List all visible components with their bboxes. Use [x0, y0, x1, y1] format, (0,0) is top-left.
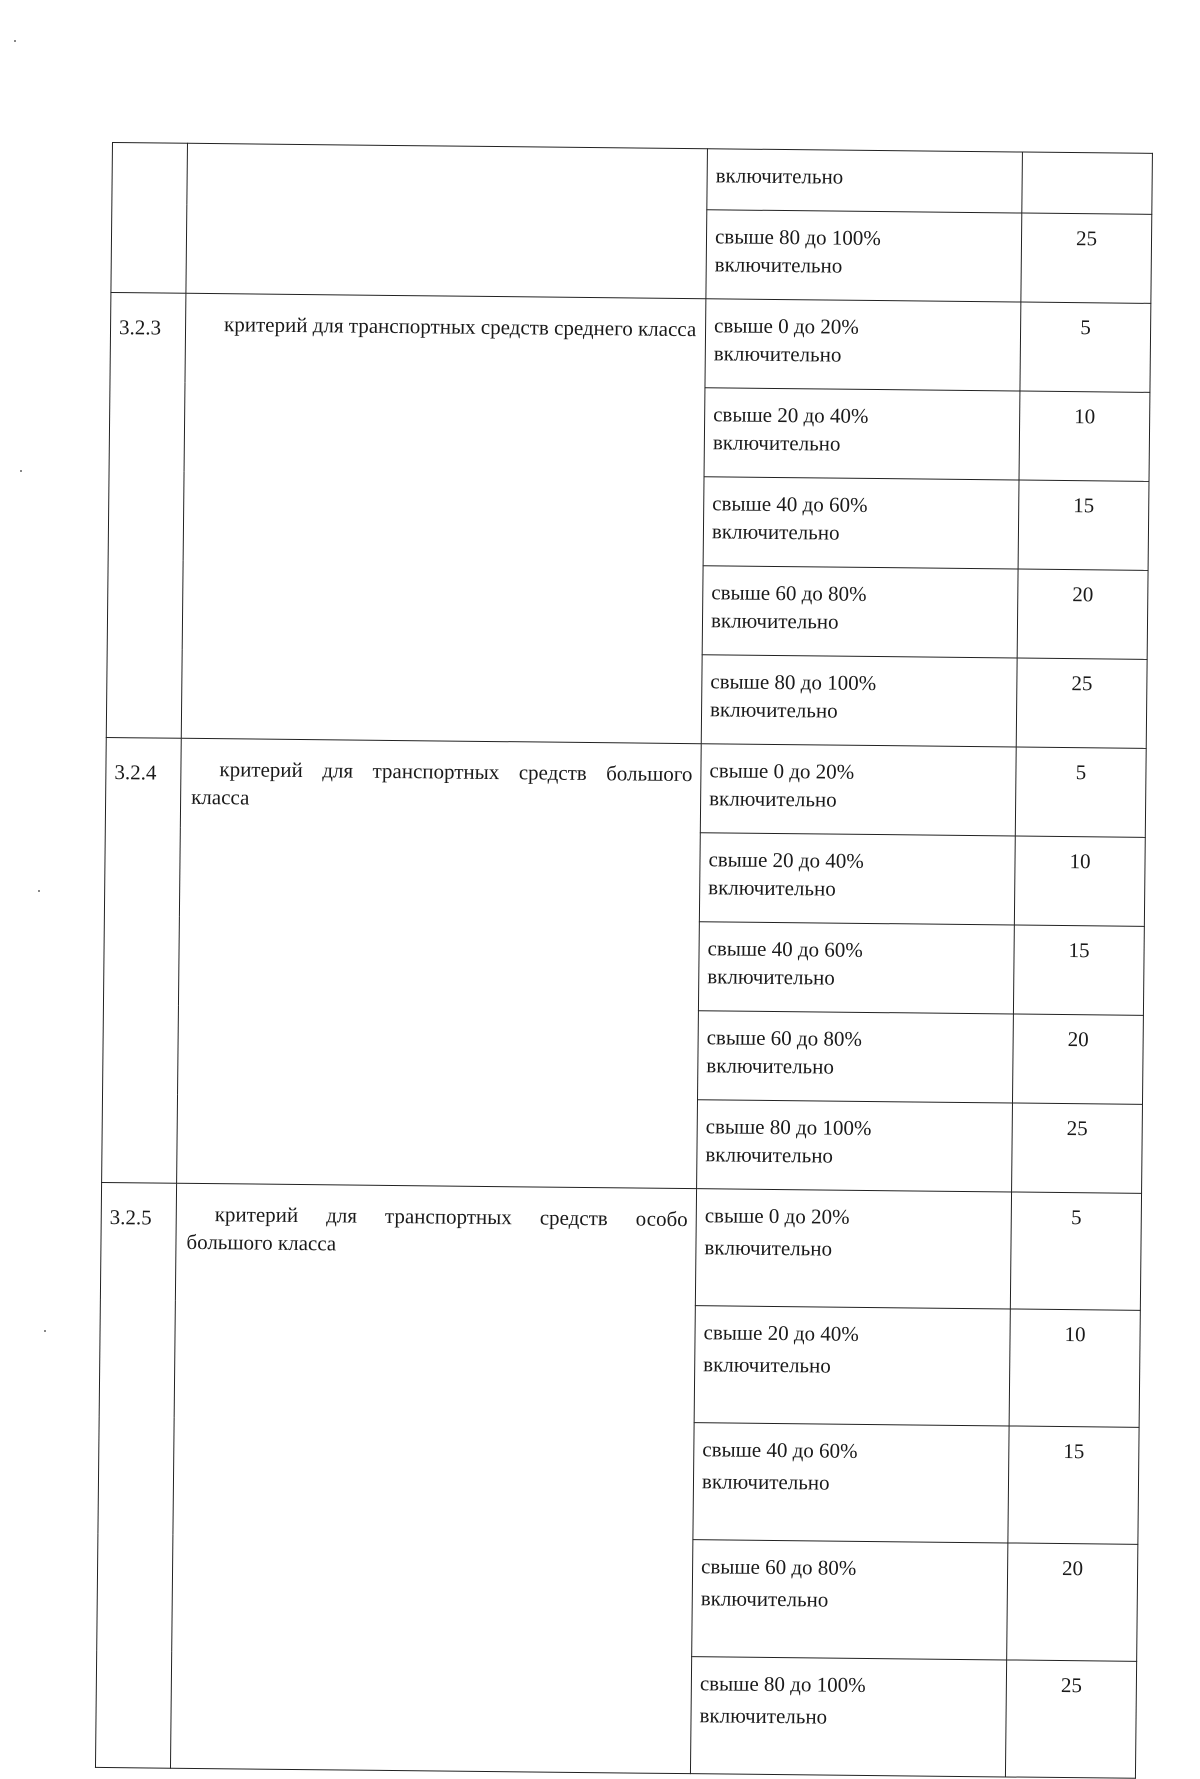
score-value: 10 — [1064, 1322, 1086, 1347]
score-cell — [1022, 152, 1153, 214]
score-cell — [1015, 747, 1146, 837]
score-cell — [1005, 1660, 1136, 1778]
scan-speck — [38, 890, 40, 892]
criterion-cell — [186, 143, 708, 298]
range-text: свыше 20 до 40% — [708, 847, 864, 873]
score-cell — [1010, 1192, 1141, 1310]
scan-speck — [20, 470, 22, 472]
range-cell — [697, 1100, 1013, 1192]
range-text: включительно — [715, 163, 844, 189]
criterion-text: критерий для транспортных средств большого класса — [191, 757, 693, 810]
number-cell — [111, 143, 188, 294]
score-cell — [1007, 1543, 1138, 1661]
range-cell — [705, 299, 1021, 391]
range-text: включительно — [708, 875, 836, 901]
range-text: свыше 60 до 80% — [706, 1025, 863, 1051]
score-value: 15 — [1063, 1439, 1085, 1464]
range-cell — [695, 1189, 1011, 1309]
score-cell — [1021, 213, 1152, 303]
range-text: включительно — [707, 964, 836, 990]
range-text: включительно — [714, 252, 843, 278]
table-row — [100, 1182, 1141, 1310]
range-cell — [699, 833, 1015, 925]
score-value: 20 — [1072, 582, 1094, 607]
score-cell — [1020, 302, 1151, 392]
range-text: свыше 40 до 60% — [702, 1437, 858, 1463]
range-cell — [701, 655, 1017, 747]
range-text: свыше 80 до 100% — [699, 1671, 866, 1697]
score-cell — [1016, 658, 1147, 748]
range-cell — [706, 210, 1022, 302]
range-text: включительно — [706, 1053, 835, 1079]
range-text: свыше 20 до 40% — [713, 402, 869, 428]
criterion-cell — [170, 1183, 696, 1773]
range-text: свыше 60 до 80% — [711, 580, 867, 606]
score-value: 10 — [1069, 849, 1091, 874]
range-text: включительно — [704, 1235, 833, 1261]
range-cell — [698, 922, 1014, 1014]
range-text: свыше 40 до 60% — [707, 936, 863, 962]
range-cell — [707, 149, 1023, 213]
criteria-table — [95, 142, 1153, 1779]
score-value: 5 — [1080, 315, 1091, 340]
range-cell — [693, 1423, 1009, 1543]
range-text: включительно — [712, 430, 841, 456]
range-text: включительно — [699, 1703, 828, 1729]
range-text: включительно — [703, 1352, 831, 1378]
criterion-cell — [181, 293, 706, 743]
score-value: 5 — [1075, 760, 1087, 785]
range-text: включительно — [709, 786, 837, 812]
score-value: 20 — [1067, 1027, 1089, 1052]
score-cell — [1012, 1103, 1143, 1193]
score-value: 10 — [1074, 404, 1096, 429]
range-cell — [702, 566, 1018, 658]
score-cell — [1009, 1309, 1140, 1427]
score-cell — [1019, 391, 1150, 481]
score-value: 20 — [1061, 1556, 1084, 1581]
score-value: 15 — [1073, 493, 1095, 518]
score-value: 15 — [1068, 938, 1090, 963]
score-cell — [1008, 1426, 1139, 1544]
score-cell — [1013, 925, 1144, 1015]
range-text: свыше 0 до 20% — [709, 758, 855, 784]
range-text: свыше 80 до 100% — [714, 224, 881, 251]
criterion-number: 3.2.4 — [114, 760, 157, 785]
range-cell — [700, 744, 1016, 836]
score-cell — [1017, 569, 1148, 659]
number-cell — [106, 292, 186, 738]
range-cell — [692, 1540, 1008, 1660]
range-text: свыше 0 до 20% — [704, 1203, 850, 1229]
range-text: свыше 60 до 80% — [700, 1554, 857, 1580]
range-text: свыше 80 до 100% — [710, 669, 877, 696]
criterion-number: 3.2.5 — [109, 1205, 152, 1230]
criterion-text: критерий для транспортных средств особо большого класса — [186, 1202, 688, 1256]
range-text: свыше 40 до 60% — [712, 491, 868, 517]
range-text: включительно — [710, 608, 839, 634]
range-text: свыше 80 до 100% — [705, 1114, 872, 1141]
range-text: включительно — [705, 1142, 834, 1168]
range-text: включительно — [713, 341, 842, 367]
table-row — [105, 737, 1146, 837]
range-cell — [704, 388, 1020, 480]
score-cell — [1018, 480, 1149, 570]
score-value: 25 — [1075, 226, 1098, 251]
table-row — [110, 292, 1151, 392]
table-row — [112, 143, 1153, 215]
range-cell — [703, 477, 1019, 569]
criteria-groups — [95, 292, 1150, 1778]
range-text: включительно — [700, 1586, 829, 1612]
range-text: включительно — [701, 1469, 830, 1495]
criterion-cell — [177, 738, 702, 1188]
number-cell — [102, 737, 182, 1183]
range-cell — [698, 1011, 1014, 1103]
scan-speck — [44, 1330, 46, 1332]
range-text: свыше 20 до 40% — [703, 1320, 859, 1346]
score-value: 25 — [1071, 671, 1093, 696]
score-cell — [1014, 836, 1145, 926]
range-cell — [694, 1306, 1010, 1426]
criterion-number: 3.2.3 — [118, 315, 162, 340]
score-value: 25 — [1060, 1673, 1083, 1698]
score-cell — [1012, 1014, 1143, 1104]
number-cell — [95, 1182, 176, 1768]
range-cell — [690, 1657, 1006, 1777]
score-value: 25 — [1066, 1116, 1088, 1141]
criterion-text: критерий для транспортных средств среднего класса — [223, 312, 697, 342]
range-text: включительно — [709, 697, 838, 723]
range-text: свыше 0 до 20% — [713, 313, 859, 339]
scan-speck — [14, 40, 16, 42]
range-text: включительно — [711, 519, 840, 545]
score-value: 5 — [1070, 1205, 1082, 1230]
